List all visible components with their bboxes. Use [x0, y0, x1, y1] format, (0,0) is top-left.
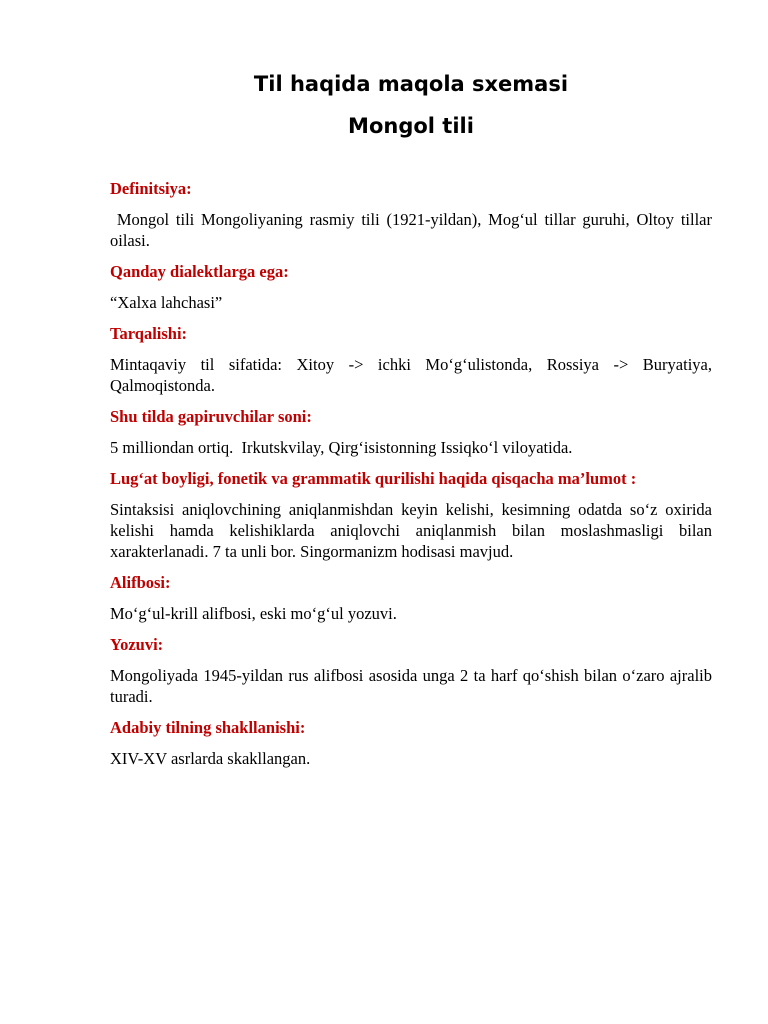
section-text-writing: Mongoliyada 1945-yildan rus alifbosi asosida unga 2 ta harf qo‘shish bilan o‘zaro ajralib turadi.: [110, 666, 712, 706]
section-text-lexicon: Sintaksisi aniqlovchining aniqlanmishdan keyin kelishi, kesimning odatda so‘z oxirida kelishi hamda kelishiklarda aniqlovchi aniqlanmish bilan moslashmasligi bilan xarakterlanadi. 7 ta unli bor. Singormanizm hodisasi mavjud.: [110, 500, 712, 561]
document-body: [110, 178, 717, 779]
page-subtitle: Mongol tili: [348, 114, 474, 138]
page-title: Til haqida maqola sxemasi: [253, 72, 569, 96]
section-text-alphabet: Mo‘g‘ul-krill alifbosi, eski mo‘g‘ul yozuvi.: [110, 604, 397, 623]
section-text-distribution: Mintaqaviy til sifatida: Xitoy -> ichki Mo‘g‘ulistonda, Rossiya -> Buryatiya, Qalmoqistonda.: [110, 355, 712, 395]
title-block: [110, 68, 712, 142]
section-text-dialects: “Xalxa lahchasi”: [110, 293, 223, 312]
section-heading-lexicon: Lug‘at boyligi, fonetik va grammatik qurilishi haqida qisqacha ma’lumot :: [110, 469, 637, 488]
section-text-speakers: 5 milliondan ortiq. Irkutskvilay, Qirg‘isistonning Issiqko‘l viloyatida.: [110, 438, 573, 457]
section-heading-alphabet: Alifbosi:: [110, 573, 171, 592]
section-text-literary-language: XIV-XV asrlarda skakllangan.: [110, 749, 311, 768]
section-heading-dialects: Qanday dialektlarga ega:: [110, 262, 289, 281]
section-heading-literary-language: Adabiy tilning shakllanishi:: [110, 718, 306, 737]
section-heading-speakers: Shu tilda gapiruvchilar soni:: [110, 407, 312, 426]
section-text-definition: Mongol tili Mongoliyaning rasmiy tili (1921-yildan), Mog‘ul tillar guruhi, Oltoy tillar oilasi.: [110, 210, 717, 250]
section-heading-writing: Yozuvi:: [110, 635, 164, 654]
section-heading-definition: Definitsiya:: [110, 179, 192, 198]
section-heading-distribution: Tarqalishi:: [110, 324, 188, 343]
